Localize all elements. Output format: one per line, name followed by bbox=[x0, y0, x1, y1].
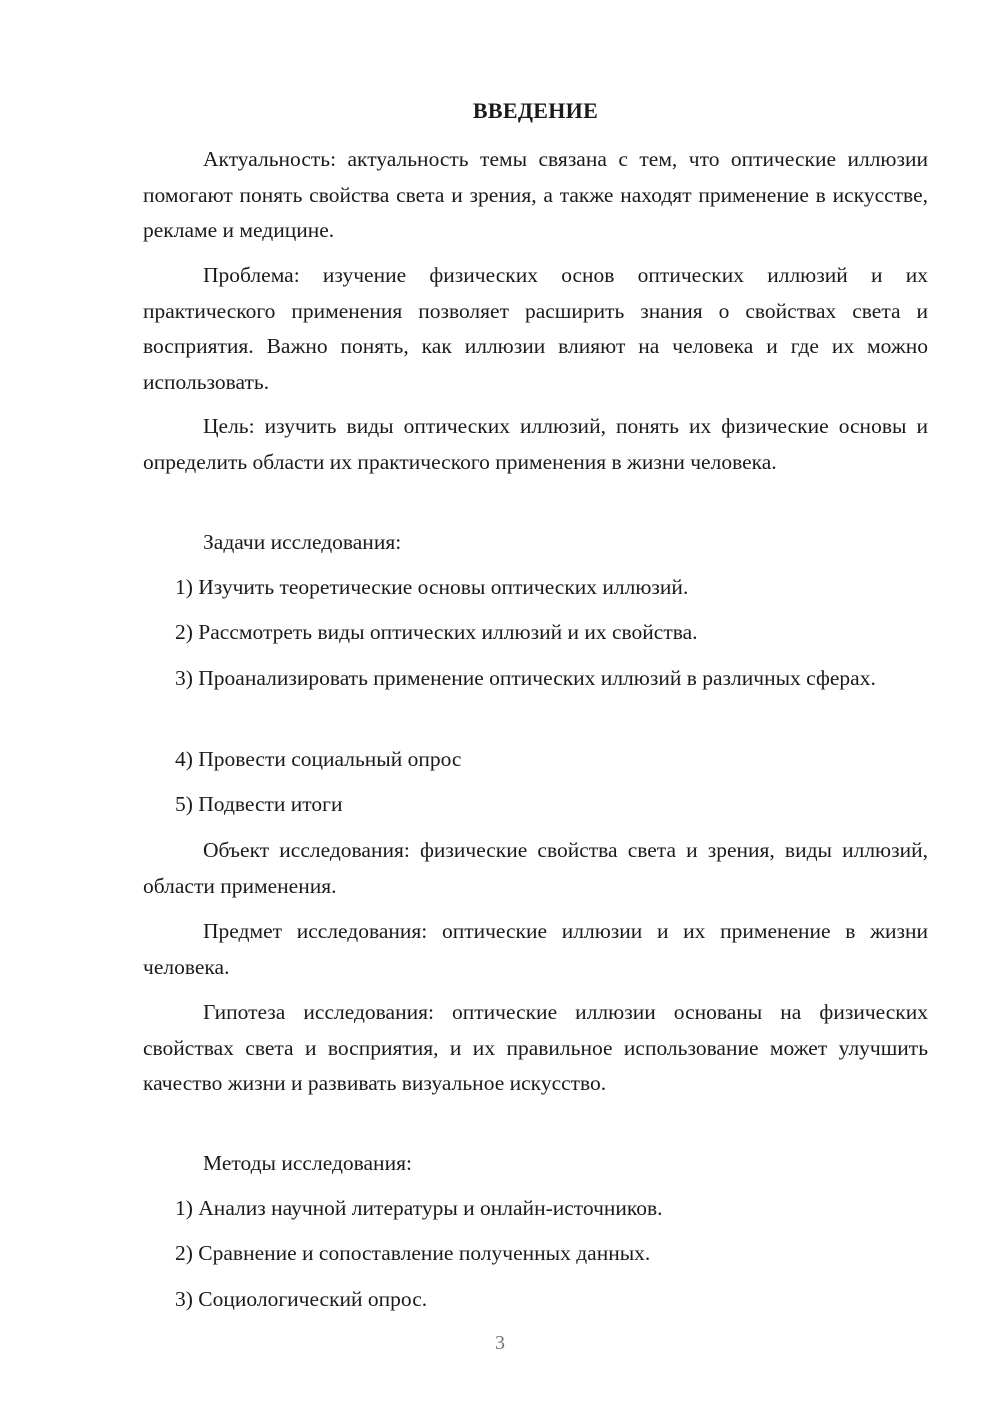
paragraph-hypothesis: Гипотеза исследования: оптические иллюзии основаны на физических свойствах света и восприятия, и их правильное использование может улучшить качество жизни и развивать визуальное искусство. bbox=[143, 1000, 928, 1095]
list-item-method-3: 3) Социологический опрос. bbox=[175, 1287, 428, 1311]
paragraph-tasks-heading: Задачи исследования: bbox=[203, 530, 402, 554]
page-number: 3 bbox=[495, 1332, 505, 1354]
paragraph-relevance: Актуальность: актуальность темы связана с тем, что оптические иллюзии помогают понять свойства света и зрения, а также находят применение в искусстве, рекламе и медицине. bbox=[143, 147, 928, 242]
list-item-method-1: 1) Анализ научной литературы и онлайн-источников. bbox=[175, 1196, 663, 1220]
paragraph-methods-heading: Методы исследования: bbox=[203, 1151, 412, 1175]
list-item-task-4: 4) Провести социальный опрос bbox=[175, 747, 462, 771]
list-item-task-3: 3) Проанализировать применение оптических иллюзий в различных сферах. bbox=[175, 666, 876, 690]
list-item-method-2: 2) Сравнение и сопоставление полученных данных. bbox=[175, 1241, 651, 1265]
page-title: ВВЕДЕНИЕ bbox=[472, 98, 599, 123]
list-item-task-2: 2) Рассмотреть виды оптических иллюзий и их свойства. bbox=[175, 620, 698, 644]
list-item-task-1: 1) Изучить теоретические основы оптических иллюзий. bbox=[175, 575, 689, 599]
list-item-task-5: 5) Подвести итоги bbox=[175, 792, 343, 816]
paragraph-subject: Предмет исследования: оптические иллюзии и их применение в жизни человека. bbox=[143, 919, 928, 979]
paragraph-object: Объект исследования: физические свойства света и зрения, виды иллюзий, области применения. bbox=[143, 838, 928, 898]
paragraph-goal: Цель: изучить виды оптических иллюзий, понять их физические основы и определить области их практического применения в жизни человека. bbox=[143, 414, 928, 474]
paragraph-problem: Проблема: изучение физических основ оптических иллюзий и их практического применения позволяет расширить знания о свойствах света и восприятия. Важно понять, как иллюзии влияют на человека и где их можно использовать. bbox=[143, 263, 928, 394]
